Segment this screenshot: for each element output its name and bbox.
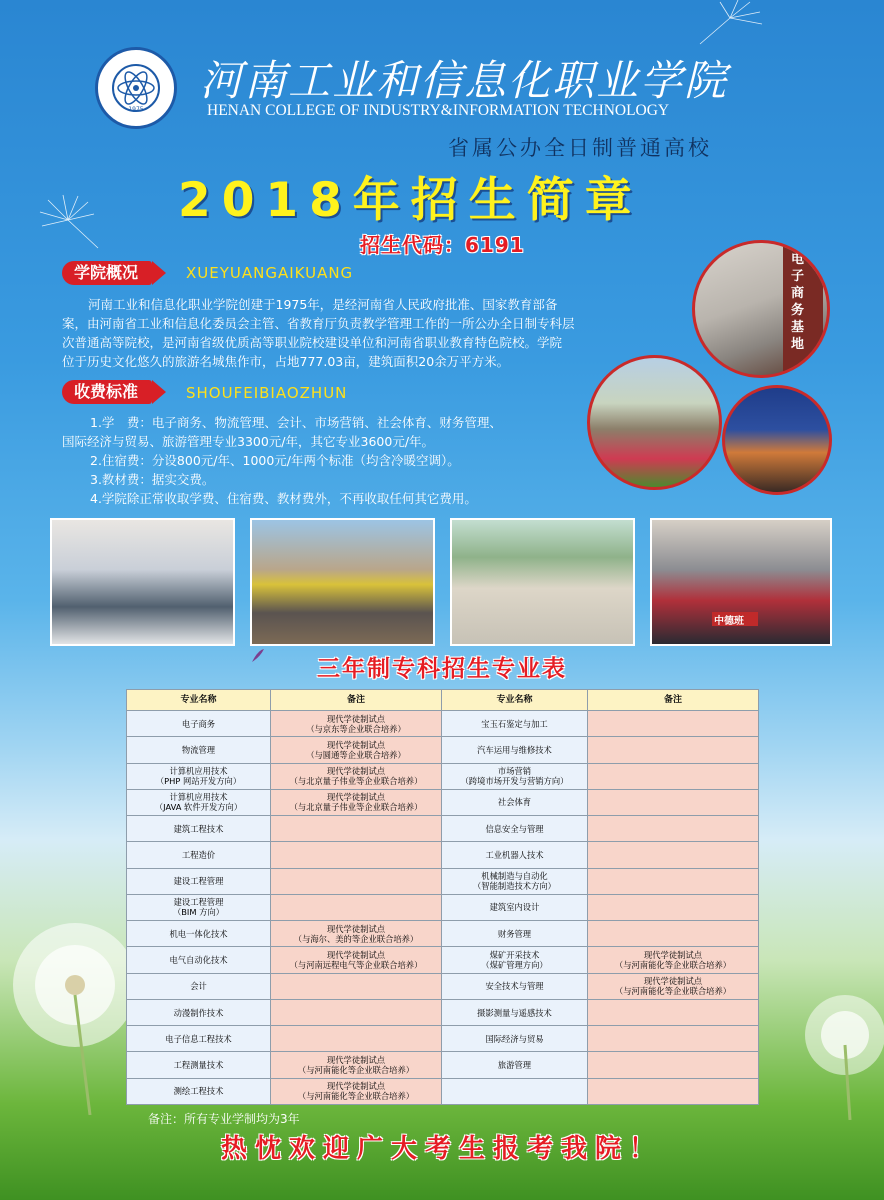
column-header: 专业名称 [127, 690, 271, 711]
fees-line: 3.教材费：据实交费。 [90, 472, 215, 487]
major-name-cell [442, 1078, 588, 1104]
major-name-cell: 建筑工程技术 [127, 816, 271, 842]
remark-cell [588, 816, 759, 842]
major-name-cell: 国际经济与贸易 [442, 1026, 588, 1052]
major-name-cell: 建筑室内设计 [442, 894, 588, 920]
majors-table-title: 三年制专科招生专业表 [317, 656, 567, 682]
major-name-cell: 工程测量技术 [127, 1052, 271, 1078]
remark-cell [588, 999, 759, 1025]
overview-line: 位于历史文化悠久的旅游名城焦作市，占地777.03亩，建筑面积20余万平方米。 [62, 354, 510, 369]
remark-cell [588, 921, 759, 947]
table-row [127, 868, 759, 894]
column-header: 专业名称 [442, 690, 588, 711]
construction-site-photo [250, 518, 435, 646]
major-name-cell: 动漫制作技术 [127, 999, 271, 1025]
column-header: 备注 [588, 690, 759, 711]
remark-cell: 现代学徒制试点 （与海尔、美的等企业联合培养） [271, 921, 442, 947]
table-row [127, 737, 759, 763]
remark-cell: 现代学徒制试点 （与河南能化等企业联合培养） [588, 947, 759, 973]
table-header-row [127, 690, 759, 711]
remark-cell [588, 711, 759, 737]
table-row [127, 973, 759, 999]
remark-cell [271, 999, 442, 1025]
major-name-cell: 机械制造与自动化 （智能制造技术方向） [442, 868, 588, 894]
table-row [127, 1052, 759, 1078]
remark-cell: 现代学徒制试点 （与河南能化等企业联合培养） [588, 973, 759, 999]
cnc-workshop-photo [650, 518, 832, 646]
remark-cell [588, 1026, 759, 1052]
dandelion-seed-icon [690, 0, 770, 45]
remark-cell [588, 789, 759, 815]
remark-cell [588, 842, 759, 868]
remark-cell [588, 1052, 759, 1078]
majors-table-body [127, 711, 759, 1105]
footnote: 备注：所有专业学制均为3年 [148, 1112, 300, 1126]
table-row [127, 789, 759, 815]
remark-cell: 现代学徒制试点 （与北京量子伟业等企业联合培养） [271, 789, 442, 815]
remark-cell: 现代学徒制试点 （与河南远程电气等企业联合培养） [271, 947, 442, 973]
overview-line: 次普通高等院校，是河南省级优质高等职业院校建设单位和河南省职业教育特色院校。学院 [62, 335, 563, 350]
column-header: 备注 [271, 690, 442, 711]
major-name-cell: 信息安全与管理 [442, 816, 588, 842]
major-name-cell: 物流管理 [127, 737, 271, 763]
dandelion-flower-icon [790, 990, 884, 1120]
remark-cell: 现代学徒制试点 （与河南能化等企业联合培养） [271, 1052, 442, 1078]
remark-cell [588, 894, 759, 920]
major-name-cell: 会计 [127, 973, 271, 999]
enrollment-code: 招生代码：6191 [360, 233, 525, 257]
overview-heading: 学院概况 [62, 261, 152, 285]
remark-cell [271, 973, 442, 999]
table-row [127, 763, 759, 789]
fees-line: 国际经济与贸易、旅游管理专业3300元/年，其它专业3600元/年。 [62, 434, 435, 449]
building-photo [692, 240, 830, 378]
table-row [127, 947, 759, 973]
remark-cell [271, 1026, 442, 1052]
remark-cell [588, 868, 759, 894]
remark-cell: 现代学徒制试点 （与京东等企业联合培养） [271, 711, 442, 737]
major-name-cell: 汽车运用与维修技术 [442, 737, 588, 763]
college-name-cn: 河南工业和信息化职业学院 [200, 56, 729, 105]
remark-cell: 现代学徒制试点 （与河南能化等企业联合培养） [271, 1078, 442, 1104]
major-name-cell: 计算机应用技术 （JAVA 软件开发方向） [127, 789, 271, 815]
main-title: 2018年招生简章 [178, 173, 643, 228]
building-sign-label: 电子商务基地 [791, 252, 805, 352]
major-name-cell: 市场营销 （跨境市场开发与营销方向） [442, 763, 588, 789]
remark-cell [271, 894, 442, 920]
college-name-en: HENAN COLLEGE OF INDUSTRY&INFORMATION TECHNOLOGY [207, 102, 670, 119]
computer-lab-photo [50, 518, 235, 646]
major-name-cell: 宝玉石鉴定与加工 [442, 711, 588, 737]
major-name-cell: 计算机应用技术 （PHP 网站开发方向） [127, 763, 271, 789]
overview-line: 案，由河南省工业和信息化委员会主管、省教育厅负责教学管理工作的一所公办全日制专科层 [62, 316, 575, 331]
majors-table [126, 689, 759, 1105]
remark-cell [588, 763, 759, 789]
welcome-slogan: 热忱欢迎广大考生报考我院！ [220, 1134, 663, 1164]
fees-text [62, 413, 602, 508]
fees-line: 1.学 费：电子商务、物流管理、会计、市场营销、社会体育、财务管理、 [90, 415, 502, 430]
table-row [127, 711, 759, 737]
major-name-cell: 建设工程管理 （BIM 方向） [127, 894, 271, 920]
atom-icon [112, 64, 160, 112]
major-name-cell: 电气自动化技术 [127, 947, 271, 973]
major-name-cell: 机电一体化技术 [127, 921, 271, 947]
major-name-cell: 社会体育 [442, 789, 588, 815]
table-row [127, 894, 759, 920]
major-name-cell: 测绘工程技术 [127, 1078, 271, 1104]
overview-text [62, 295, 682, 371]
college-emblem [95, 47, 177, 129]
major-name-cell: 财务管理 [442, 921, 588, 947]
major-name-cell: 工程造价 [127, 842, 271, 868]
campus-garden-photo [587, 355, 722, 490]
table-row [127, 816, 759, 842]
major-name-cell: 摄影测量与遥感技术 [442, 999, 588, 1025]
overview-pinyin: XUEYUANGAIKUANG [186, 264, 354, 282]
table-row [127, 842, 759, 868]
overview-line: 河南工业和信息化职业学院创建于1975年，是经河南省人民政府批准、国家教育部备 [88, 297, 558, 312]
remark-cell [271, 842, 442, 868]
major-name-cell: 工业机器人技术 [442, 842, 588, 868]
major-name-cell: 建设工程管理 [127, 868, 271, 894]
major-name-cell: 旅游管理 [442, 1052, 588, 1078]
dandelion-seed-icon [28, 190, 108, 250]
table-row [127, 1078, 759, 1104]
remark-cell [588, 1078, 759, 1104]
major-name-cell: 电子商务 [127, 711, 271, 737]
major-name-cell: 安全技术与管理 [442, 973, 588, 999]
remark-cell [271, 816, 442, 842]
fees-line: 2.住宿费：分设800元/年、1000元/年两个标准（均含冷暖空调）。 [90, 453, 460, 468]
tagline: 省属公办全日制普通高校 [448, 136, 712, 160]
remark-cell: 现代学徒制试点 （与北京量子伟业等企业联合培养） [271, 763, 442, 789]
remark-cell [271, 868, 442, 894]
class-banner-label: 中德班 [714, 616, 744, 627]
drone-training-photo [450, 518, 635, 646]
table-row [127, 1026, 759, 1052]
emblem-year: 1975 [128, 106, 144, 113]
major-name-cell: 煤矿开采技术 （煤矿管理方向） [442, 947, 588, 973]
major-name-cell: 电子信息工程技术 [127, 1026, 271, 1052]
remark-cell [588, 737, 759, 763]
table-row [127, 921, 759, 947]
campus-night-photo [722, 385, 832, 495]
remark-cell: 现代学徒制试点 （与圆通等企业联合培养） [271, 737, 442, 763]
fees-heading: 收费标准 [62, 380, 152, 404]
fees-pinyin: SHOUFEIBIAOZHUN [186, 384, 348, 402]
table-row [127, 999, 759, 1025]
fees-line: 4.学院除正常收取学费、住宿费、教材费外，不再收取任何其它费用。 [90, 491, 477, 506]
